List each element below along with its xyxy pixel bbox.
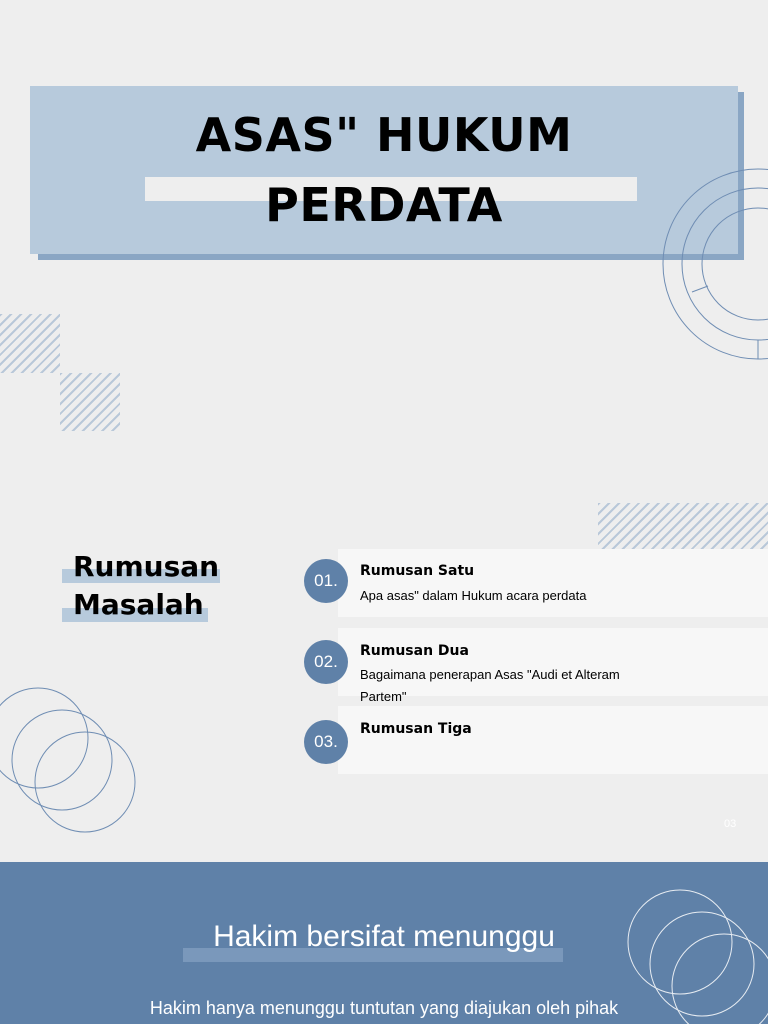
next-slide-text: Hakim hanya menunggu tuntutan yang diajukan oleh pihak [149, 998, 619, 1018]
section-label-line2: Masalah [73, 588, 204, 621]
hatch-decoration-2 [60, 373, 120, 431]
item-number-badge: 03. [304, 720, 348, 764]
item-title: Rumusan Dua [360, 643, 469, 659]
circles-decoration-top-right [640, 160, 768, 380]
item-number-badge: 01. [304, 559, 348, 603]
item-description: Apa asas" dalam Hukum acara perdata [360, 588, 587, 603]
circles-decoration-left [0, 680, 150, 845]
slide-title [30, 86, 738, 254]
list-item [338, 706, 768, 774]
hatch-decoration-1 [0, 314, 60, 373]
next-slide-title: Hakim bersifat menunggu [213, 920, 555, 953]
item-description: Bagaimana penerapan Asas "Audi et Alteram Partem" [360, 667, 620, 704]
item-title: Rumusan Satu [360, 563, 475, 579]
slide-title-line1: ASAS" HUKUM [195, 108, 573, 162]
section-label-line1: Rumusan [73, 550, 220, 583]
page-number: 03 [724, 818, 737, 830]
slide-title-line2: PERDATA [265, 178, 503, 232]
item-title: Rumusan Tiga [360, 721, 472, 737]
section-label [73, 548, 219, 624]
item-number-badge: 02. [304, 640, 348, 684]
